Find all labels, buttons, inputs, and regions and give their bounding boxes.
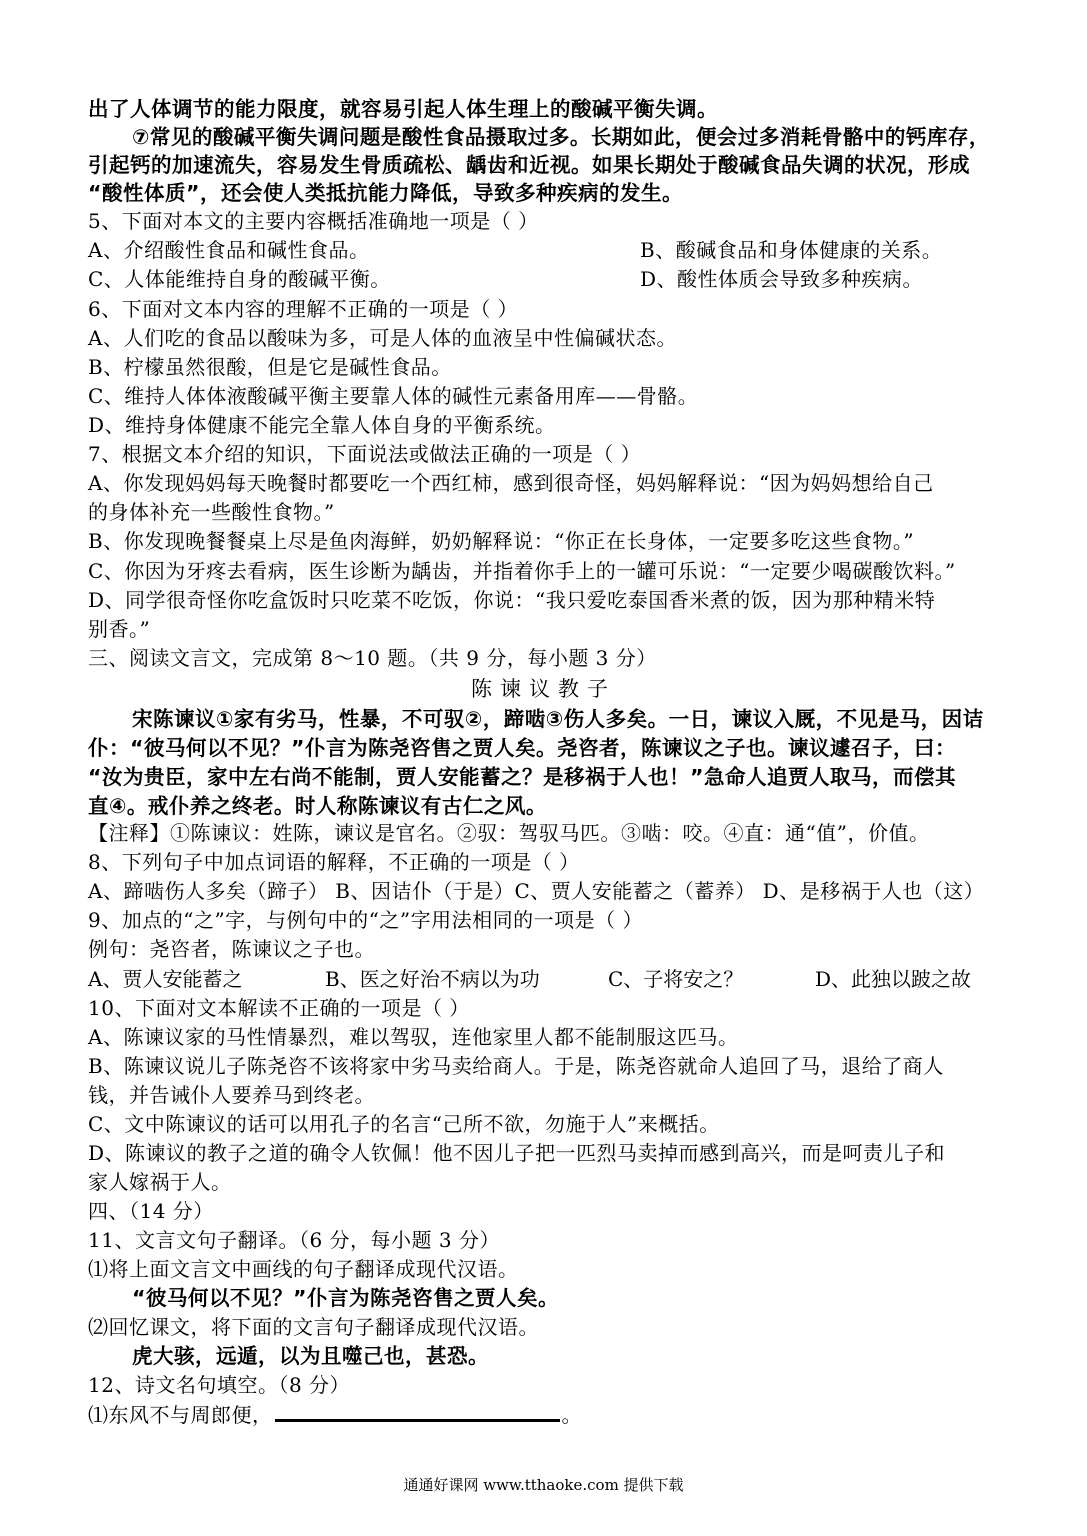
question-11-2-sentence: 虎大骇，远遁，以为且噬己也，甚恐。 — [132, 1344, 489, 1368]
classical-text-line: 直④。戒仆养之终老。时人称陈谏议有古仁之风。 — [88, 794, 547, 818]
question-11-stem: 11、文言文句子翻译。（6 分，每小题 3 分） — [88, 1228, 500, 1252]
question-5-option-a: A、介绍酸性食品和碱性食品。 — [88, 238, 370, 262]
question-5-option-b: B、酸碱食品和身体健康的关系。 — [640, 238, 943, 262]
question-8-options: A、蹄啮伤人多矣（蹄子） B、因诘仆（于是）C、贾人安能蓄之（蓄养） D、是移祸于人也（这） — [88, 879, 985, 903]
question-10-stem: 10、下面对文本解读不正确的一项是（ ） — [88, 996, 470, 1020]
question-7-option-b: B、你发现晚餐餐桌上尽是鱼肉海鲜，奶奶解释说：“你正在长身体，一定要多吃这些食物。” — [88, 529, 915, 553]
question-8-stem: 8、下列句子中加点词语的解释，不正确的一项是（ ） — [88, 850, 580, 874]
question-12-1 — [88, 1402, 582, 1428]
question-10-option-a: A、陈谏议家的马性情暴烈，难以驾驭，连他家里人都不能制服这匹马。 — [88, 1025, 739, 1049]
question-11-1: ⑴将上面文言文中画线的句子翻译成现代汉语。 — [88, 1257, 519, 1281]
question-11-2: ⑵回忆课文，将下面的文言句子翻译成现代汉语。 — [88, 1315, 539, 1339]
question-9-option-a: A、贾人安能蓄之 — [88, 967, 243, 991]
question-7-option-d: D、同学很奇怪你吃盒饭时只吃菜不吃饭，你说：“我只爱吃泰国香米煮的饭，因为那种精米特 — [88, 588, 936, 612]
question-9-option-b: B、医之好治不病以为功 — [325, 967, 540, 991]
section-3-heading: 三、阅读文言文，完成第 8～10 题。（共 9 分，每小题 3 分） — [88, 646, 657, 670]
question-12-stem: 12、诗文名句填空。（8 分） — [88, 1373, 351, 1397]
question-10-option-d: D、陈谏议的教子之道的确令人钦佩！他不因儿子把一匹烈马卖掉而感到高兴，而是呵责儿子和 — [88, 1141, 946, 1165]
question-10-option-b-cont: 钱，并告诫仆人要养马到终老。 — [88, 1083, 375, 1107]
classical-text-title: 陈谏议教子 — [471, 677, 616, 701]
question-6-option-d: D、维持身体健康不能完全靠人体自身的平衡系统。 — [88, 413, 556, 437]
question-5-stem: 5、下面对本文的主要内容概括准确地一项是（ ） — [88, 209, 539, 233]
passage-line: ⑦常见的酸碱平衡失调问题是酸性食品摄取过多。长期如此，便会过多消耗骨骼中的钙库存， — [132, 125, 990, 149]
question-7-option-d-cont: 别香。” — [88, 617, 151, 641]
question-6-option-b: B、柠檬虽然很酸，但是它是碱性食品。 — [88, 355, 452, 379]
question-5-option-c: C、人体能维持自身的酸碱平衡。 — [88, 267, 391, 291]
passage-line: 引起钙的加速流失，容易发生骨质疏松、龋齿和近视。如果长期处于酸碱食品失调的状况，形成 — [88, 153, 970, 177]
question-6-option-a: A、人们吃的食品以酸味为多，可是人体的血液呈中性偏碱状态。 — [88, 326, 677, 350]
classical-text-line: 宋陈谏议①家有劣马，性暴，不可驭②，蹄啮③伤人多矣。一日，谏议入厩，不见是马，因诘 — [132, 707, 984, 731]
question-10-option-d-cont: 家人嫁祸于人。 — [88, 1170, 232, 1194]
passage-line: 出了人体调节的能力限度，就容易引起人体生理上的酸碱平衡失调。 — [88, 97, 718, 121]
question-6-option-c: C、维持人体体液酸碱平衡主要靠人体的碱性元素备用库——骨骼。 — [88, 384, 699, 408]
classical-text-line: 仆：“彼马何以不见？”仆言为陈尧咨售之贾人矣。尧咨者，陈谏议之子也。谏议遽召子，曰： — [88, 736, 956, 760]
question-9-option-c: C、子将安之？ — [608, 967, 744, 991]
answer-blank[interactable] — [275, 1403, 560, 1422]
passage-line: “酸性体质”，还会使人类抵抗能力降低，导致多种疾病的发生。 — [88, 181, 683, 205]
question-10-option-b: B、陈谏议说儿子陈尧咨不该将家中劣马卖给商人。于是，陈尧咨就命人追回了马，退给了商人 — [88, 1054, 944, 1078]
question-12-1-prefix: ⑴东风不与周郎便， — [88, 1403, 273, 1427]
question-6-stem: 6、下面对文本内容的理解不正确的一项是（ ） — [88, 297, 519, 321]
question-7-option-a: A、你发现妈妈每天晚餐时都要吃一个西红柿，感到很奇怪，妈妈解释说：“因为妈妈想给自己 — [88, 471, 934, 495]
classical-text-line: “汝为贵臣，家中左右尚不能制，贾人安能蓄之？是移祸于人也！”急命人追贾人取马，而偿其 — [88, 765, 956, 789]
question-10-option-c: C、文中陈谏议的话可以用孔子的名言“己所不欲，勿施于人”来概括。 — [88, 1112, 720, 1136]
question-12-1-suffix: 。 — [561, 1403, 582, 1427]
question-9-option-d: D、此独以跛之故 — [815, 967, 972, 991]
page-footer: 通通好课网 www.tthaoke.com 提供下载 — [403, 1476, 684, 1494]
question-11-1-sentence: “彼马何以不见？”仆言为陈尧咨售之贾人矣。 — [132, 1286, 559, 1310]
section-4-heading: 四、（14 分） — [88, 1199, 214, 1223]
question-5-option-d: D、酸性体质会导致多种疾病。 — [640, 267, 924, 291]
question-7-option-a-cont: 的身体补充一些酸性食物。” — [88, 500, 335, 524]
question-7-option-c: C、你因为牙疼去看病，医生诊断为龋齿，并指着你手上的一罐可乐说：“一定要少喝碳酸饮料。” — [88, 559, 956, 583]
classical-text-note: 【注释】①陈谏议：姓陈，谏议是官名。②驭：驾驭马匹。③啮：咬。④直：通“值”，价值。 — [88, 821, 930, 845]
question-9-stem: 9、加点的“之”字，与例句中的“之”字用法相同的一项是（ ） — [88, 908, 643, 932]
question-9-example: 例句：尧咨者，陈谏议之子也。 — [88, 937, 375, 961]
question-7-stem: 7、根据文本介绍的知识，下面说法或做法正确的一项是（ ） — [88, 442, 642, 466]
